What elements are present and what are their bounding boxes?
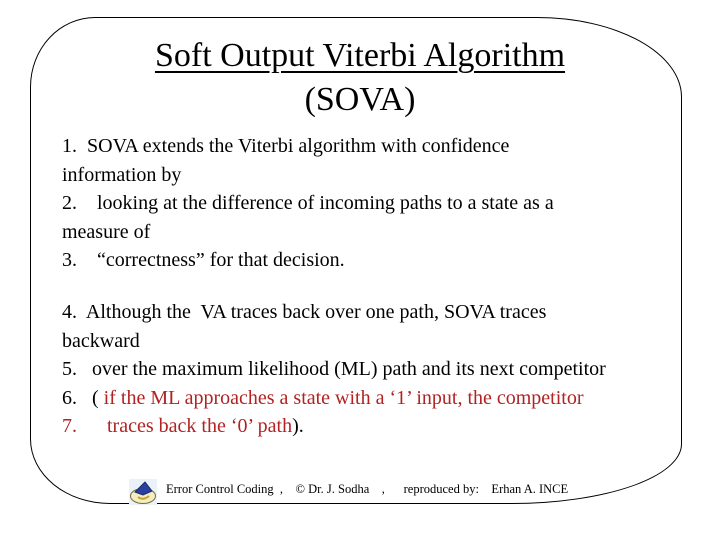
text-line — [62, 246, 662, 275]
text-segment: 6. ( — [62, 386, 104, 409]
text-line — [62, 412, 662, 441]
text-segment: 7. traces back the ‘0’ path — [62, 415, 293, 438]
title-line2: (SOVA) — [304, 81, 416, 118]
text-segment: 3. “correctness” for that decision. — [62, 249, 345, 272]
footer-text: Error Control Coding , © Dr. J. Sodha , reproduced by: Erhan A. INCE — [166, 481, 569, 496]
text-line — [62, 161, 662, 190]
text-line — [62, 327, 662, 356]
text-segment: 1. SOVA extends the Viterbi algorithm with confidence — [62, 135, 510, 157]
text-segment: if the ML approaches a state with a ‘1’ input, the competitor — [103, 386, 584, 409]
text-line — [62, 189, 662, 218]
slide-title — [40, 34, 680, 122]
text-line — [62, 298, 662, 327]
text-segment: measure of — [62, 220, 151, 243]
text-segment: backward — [62, 329, 140, 352]
text-line — [62, 132, 662, 161]
footer — [129, 479, 568, 505]
title-line1: Soft Output Viterbi Algorithm — [154, 37, 566, 74]
textbook-disc-logo-icon — [129, 479, 157, 505]
text-segment: ). — [292, 415, 304, 438]
body-block-1 — [62, 132, 662, 275]
text-line — [62, 355, 662, 384]
body-block-2 — [62, 298, 662, 441]
text-segment: information by — [62, 163, 182, 186]
text-line — [62, 384, 662, 413]
text-segment: 4. Although the VA traces back over one path, SOVA traces — [62, 301, 547, 323]
text-segment: 5. over the maximum likelihood (ML) path and its next competitor — [62, 358, 606, 381]
text-line — [62, 218, 662, 247]
text-segment: 2. looking at the difference of incoming paths to a state as a — [62, 192, 554, 215]
